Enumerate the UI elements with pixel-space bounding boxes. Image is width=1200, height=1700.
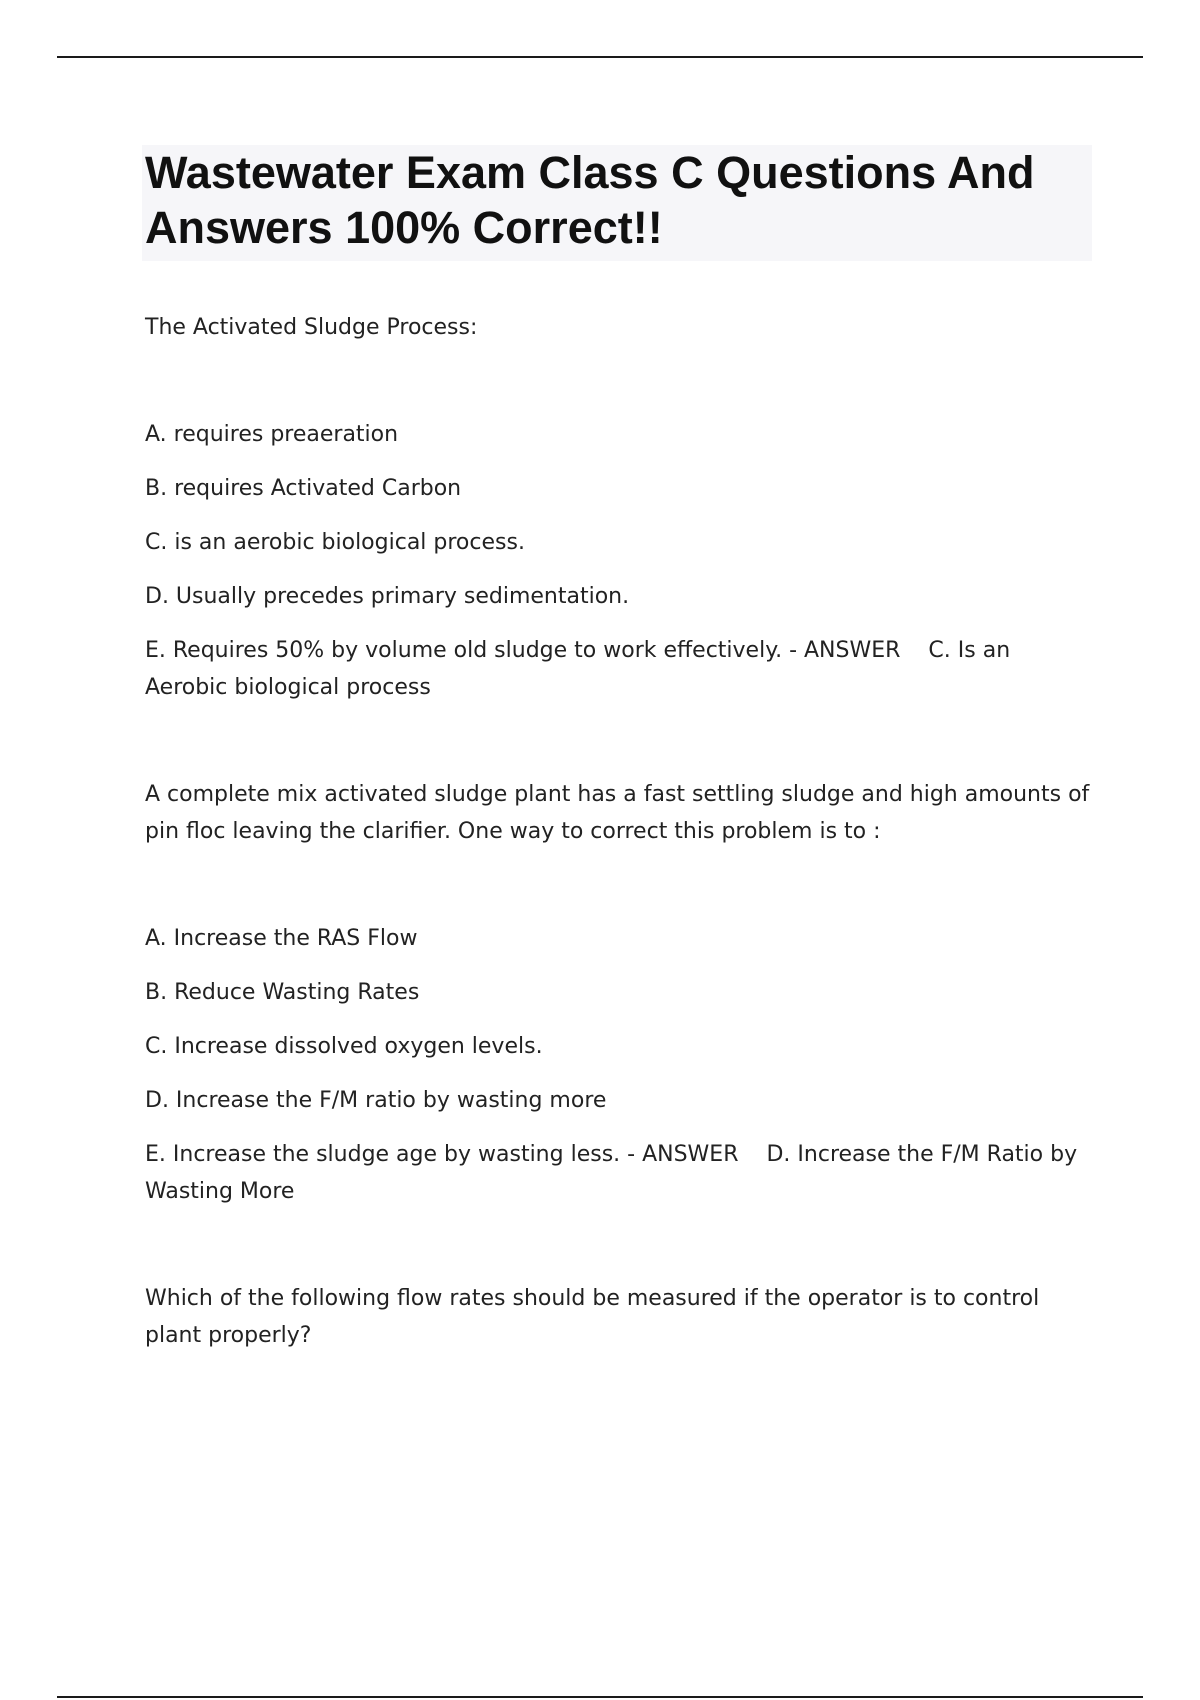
document-title: Wastewater Exam Class C Questions And Answers 100% Correct!!	[145, 147, 1035, 253]
footer-rule	[57, 1696, 1143, 1698]
question-2-option-e: E. Increase the sludge age by wasting less. - ANSWER	[145, 1142, 739, 1167]
question-3-prompt: Which of the following flow rates should be measured if the operator is to control plant properly?	[145, 1286, 1040, 1348]
question-2-prompt: A complete mix activated sludge plant has a fast settling sludge and high amounts of pin floc leaving the clarifier. One way to correct this problem is to :	[145, 782, 1090, 844]
question-2-option-b: B. Reduce Wasting Rates	[145, 980, 420, 1005]
question-2-option-a: A. Increase the RAS Flow	[145, 926, 418, 951]
title-banner	[142, 145, 1092, 261]
question-2-option-c: C. Increase dissolved oxygen levels.	[145, 1034, 543, 1059]
question-1-option-e: E. Requires 50% by volume old sludge to work effectively. - ANSWER	[145, 638, 901, 663]
question-1-option-d: D. Usually precedes primary sedimentation.	[145, 584, 630, 609]
question-1-option-b: B. requires Activated Carbon	[145, 476, 462, 501]
question-1-option-c: C. is an aerobic biological process.	[145, 530, 525, 555]
question-1-option-e-with-answer	[145, 632, 1095, 706]
question-1-prompt: The Activated Sludge Process:	[145, 315, 478, 340]
question-1-option-a: A. requires preaeration	[145, 422, 399, 447]
question-2-option-e-with-answer	[145, 1136, 1095, 1210]
document-body	[145, 145, 1095, 1354]
question-2-option-d: D. Increase the F/M ratio by wasting more	[145, 1088, 607, 1113]
header-rule	[57, 56, 1143, 58]
question-1-answer: C. Is an Aerobic biological process	[145, 638, 1011, 700]
question-2-answer: D. Increase the F/M Ratio by Wasting More	[145, 1142, 1078, 1204]
